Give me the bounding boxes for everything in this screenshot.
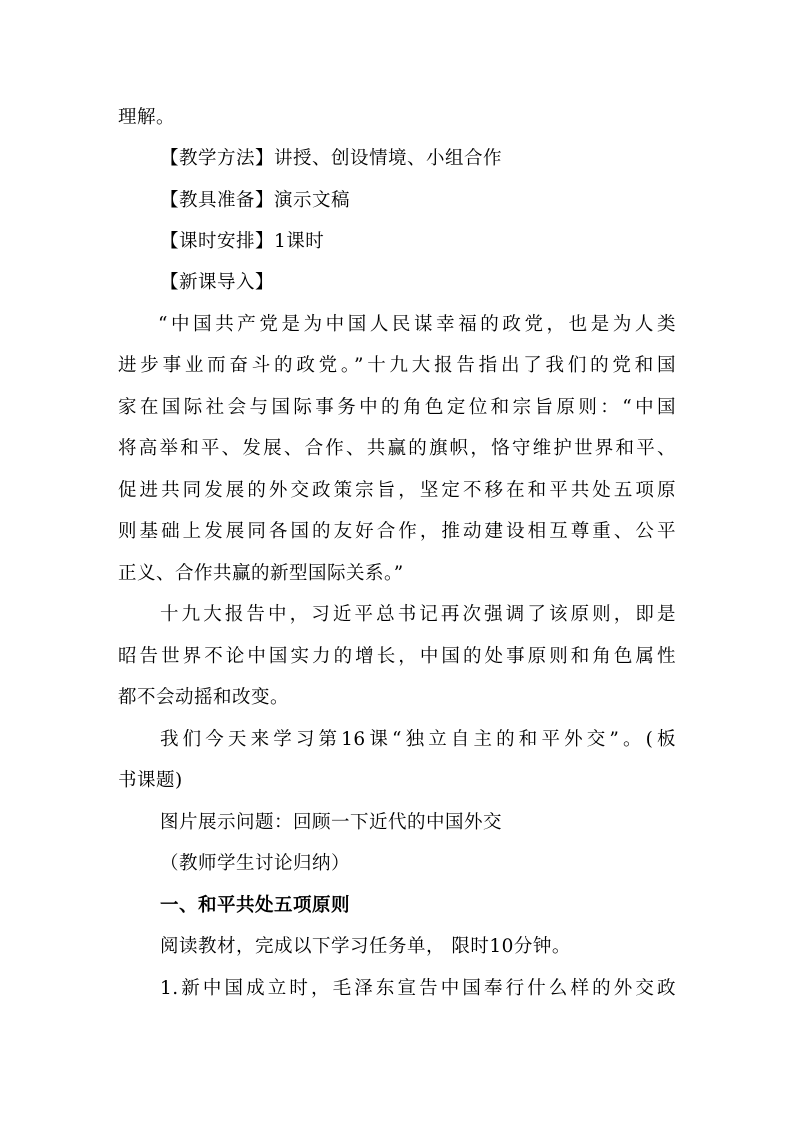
text-line: 图片展示问题：回顾一下近代的中国外交 — [160, 812, 503, 833]
text-line: 我们今天来学习第16课“独立自主的和平外交”。(板 — [160, 729, 676, 750]
text-line: 都不会动摇和改变。 — [118, 687, 290, 708]
text-line: 1.新中国成立时，毛泽东宣告中国奉行什么样的外交政 — [160, 978, 676, 999]
text-line: 将高举和平、发展、合作、共赢的旗帜，恪守维护世界和平、 — [118, 438, 676, 459]
text-line: 书课题) — [118, 770, 183, 791]
text-line: 进步事业而奋斗的政党。”十九大报告指出了我们的党和国 — [118, 355, 676, 376]
text-line: 促进共同发展的外交政策宗旨，坚定不移在和平共处五项原 — [118, 480, 676, 501]
text-line: 正义、合作共赢的新型国际关系。” — [118, 563, 404, 584]
text-line: 【新课导入】 — [160, 272, 275, 293]
text-line: 家在国际社会与国际事务中的角色定位和宗旨原则：“中国 — [118, 397, 676, 418]
text-line: 【教学方法】讲授、创设情境、小组合作 — [160, 148, 503, 169]
section-heading: 一、和平共处五项原则 — [160, 895, 351, 916]
text-line: 理解。 — [118, 107, 176, 128]
text-line: “中国共产党是为中国人民谋幸福的政党，也是为人类 — [158, 314, 676, 335]
text-line: （教师学生讨论归纳） — [160, 853, 351, 874]
text-line: 十九大报告中，习近平总书记再次强调了该原则，即是 — [160, 604, 676, 625]
text-line: 【教具准备】演示文稿 — [160, 190, 351, 211]
text-line: 阅读教材，完成以下学习任务单， 限时10分钟。 — [160, 936, 571, 957]
text-line: 则基础上发展同各国的友好合作，推动建设相互尊重、公平 — [118, 521, 676, 542]
text-line: 昭告世界不论中国实力的增长，中国的处事原则和角色属性 — [118, 646, 676, 667]
text-line: 【课时安排】1课时 — [160, 231, 325, 252]
